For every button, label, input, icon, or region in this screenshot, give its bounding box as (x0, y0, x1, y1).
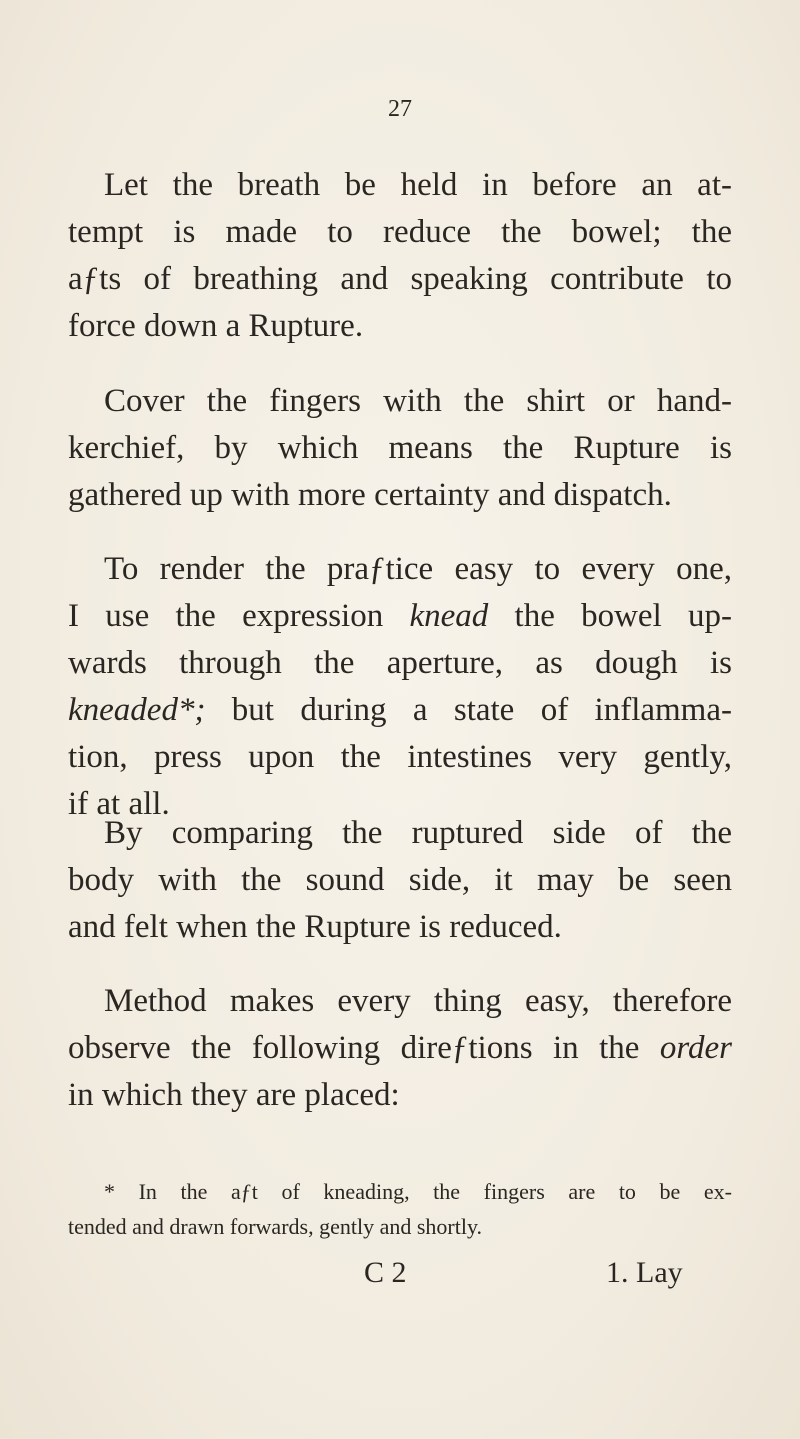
text-segment: observe the following direƒtions in the (68, 1030, 660, 1066)
paragraph-2 (68, 378, 732, 519)
signature-mark: C 2 (364, 1256, 407, 1289)
text-line: gathered up with more certainty and dispatch. (68, 477, 672, 513)
catchword: 1. Lay (606, 1256, 683, 1289)
emphasis-knead: knead (409, 598, 489, 634)
paragraph-1 (68, 162, 732, 350)
text-segment: the bowel up- (488, 598, 732, 634)
text-line: tion, press upon the intestines very gently, (68, 739, 732, 775)
text-line (68, 687, 732, 734)
text-segment: but during a state of inflamma- (205, 692, 732, 728)
text-line: and felt when the Rupture is reduced. (68, 909, 562, 945)
text-line: kerchief, by which means the Rupture is (68, 430, 732, 466)
text-line: in which they are placed: (68, 1077, 400, 1113)
emphasis-kneaded: kneaded*; (68, 692, 206, 728)
text-line: Let the breath be held in before an at- (104, 167, 732, 203)
paragraph-4 (68, 810, 732, 951)
text-line (68, 1025, 732, 1072)
text-line: aƒts of breathing and speaking contribute to (68, 261, 732, 297)
emphasis-order: order (659, 1030, 732, 1066)
text-segment: I use the expression (68, 598, 410, 634)
text-line: if at all. (68, 786, 170, 822)
text-line: force down a Rupture. (68, 308, 364, 344)
text-line: To render the praƒtice easy to every one, (104, 551, 732, 587)
paragraph-3 (68, 546, 732, 828)
text-line: By comparing the ruptured side of the (104, 815, 732, 851)
text-line: wards through the aperture, as dough is (68, 645, 732, 681)
footnote-line: tended and drawn forwards, gently and shortly. (68, 1214, 483, 1239)
footnote-line: * In the aƒt of kneading, the fingers are to be ex- (104, 1179, 732, 1204)
text-line: Cover the fingers with the shirt or hand- (104, 383, 732, 419)
paragraph-5 (68, 978, 732, 1119)
page-number: 27 (388, 96, 412, 122)
footnote (68, 1174, 732, 1244)
text-line: body with the sound side, it may be seen (68, 862, 732, 898)
text-line (68, 593, 732, 640)
text-line: tempt is made to reduce the bowel; the (68, 214, 732, 250)
text-line: Method makes every thing easy, therefore (104, 983, 732, 1019)
